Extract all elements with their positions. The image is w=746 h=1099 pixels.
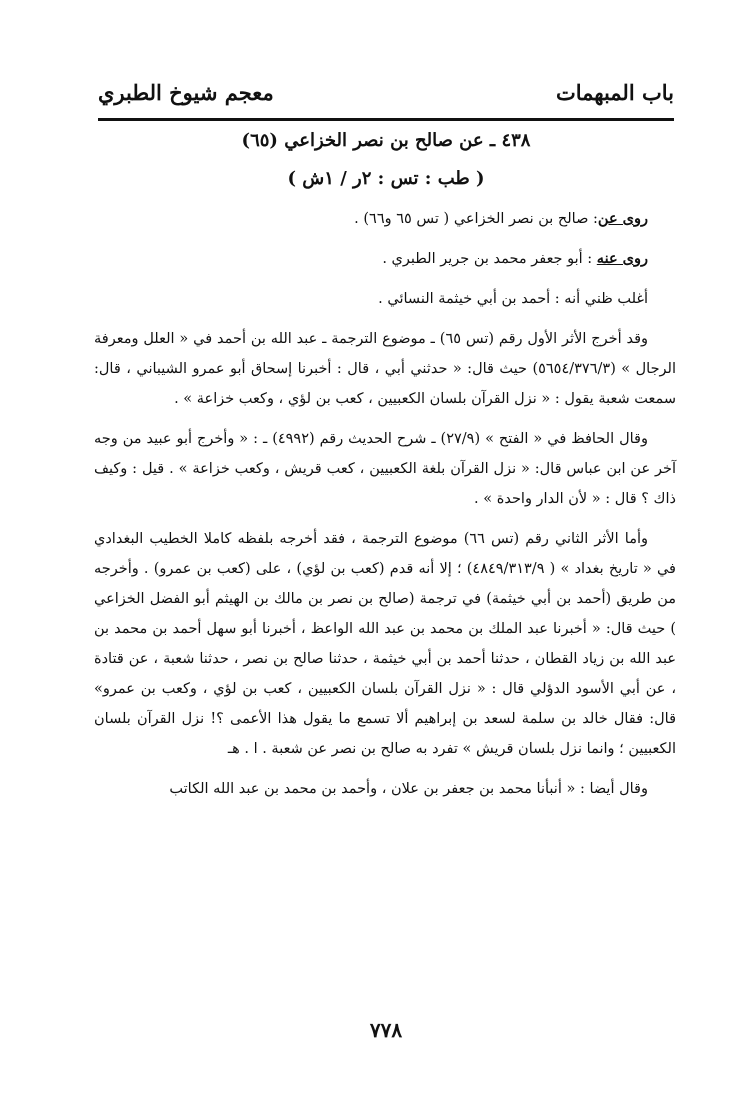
chapter-title: باب المبهمات [555, 79, 674, 105]
paragraph: وقال أيضا : « أنبأنا محمد بن جعفر بن علان ، وأحمد بن محمد بن عبد الله الكاتب [169, 781, 648, 797]
paragraph: وأما الأثر الثاني رقم (تس ٦٦) موضوع الترجمة ، فقد أخرجه بلفظه كاملا الخطيب البغدادي في « تاريخ بغداد » ( ٤٨٤٩/٣١٣/٩) ؛ إلا أنه قدم (كعب بن لؤي) ، على (كعب بن عمرو) . وأخرجه من طريق (أحمد بن أبي خيثمة) في ترجمة (صالح بن نصر بن مالك بن الهيثم أبو الفضل الخزاعي ) حيث قال: « أخبرنا عبد الملك بن محمد بن عبد الله الواعظ ، أخبرنا أبو سهل أحمد بن محمد بن عبد الله بن زياد القطان ، حدثنا أحمد بن أبي خيثمة ، حدثنا صالح بن نصر ، حدثنا شعبة ، عن قتادة ، عن أبي الأسود الدؤلي قال : « نزل القرآن بلسان الكعبيين ، كعب بن لؤي ، وكعب بن عمرو» قال: فقال خالد بن سلمة لسعد بن إبراهيم ألا تسمع ما يقول هذا الأعمى ؟! نزل القرآن بلسان الكعبيين ؛ وانما نزل بلسان قريش » تفرد به صالح بن نصر عن شعبة . ا . هـ [94, 531, 676, 757]
narrated-by-text: : أبو جعفر محمد بن جرير الطبري . [382, 251, 597, 267]
running-header [98, 70, 674, 114]
narrated-from-text: : صالح بن نصر الخزاعي ( تس ٦٥ و٦٦) . [354, 211, 598, 227]
paragraph: وقال الحافظ في « الفتح » (٢٧/٩) ـ شرح الحديث رقم (٤٩٩٢) ـ : « وأخرج أبو عبيد من وجه آخر عن ابن عباس قال: « نزل القرآن بلغة الكعبيين ، كعب قريش ، وكعب خزاعة » . قيل : وكيف ذاك ؟ قال : « لأن الدار واحدة » . [94, 431, 676, 507]
narrated-by-line [94, 244, 676, 274]
entry-body [94, 204, 676, 814]
page-number: ٧٧٨ [369, 1018, 403, 1042]
entry-codes: ( طب : تس : ٢ر / ١ش ) [287, 168, 485, 189]
header-rule [98, 118, 674, 121]
book-title: معجم شيوخ الطبري [98, 79, 274, 105]
narrated-from-line [94, 204, 676, 234]
paragraph: وقد أخرج الأثر الأول رقم (تس ٦٥) ـ موضوع الترجمة ـ عبد الله بن أحمد في « العلل ومعرفة الرجال » (٥٦٥٤/٣٧٦/٣) حيث قال: « حدثني أبي ، قال : أخبرنا إسحاق أبو عمرو الشيباني ، قال: سمعت شعبة يقول : « نزل القرآن بلسان الكعبيين ، كعب بن لؤي ، وكعب خزاعة » . [94, 331, 676, 407]
narrated-by-label: روى عنه [596, 250, 648, 267]
entry-heading: ٤٣٨ ـ عن صالح بن نصر الخزاعي (٦٥) [241, 130, 531, 151]
narrated-from-label: روى عن [597, 210, 648, 227]
paragraph: أغلب ظني أنه : أحمد بن أبي خيثمة النسائي . [378, 291, 648, 307]
